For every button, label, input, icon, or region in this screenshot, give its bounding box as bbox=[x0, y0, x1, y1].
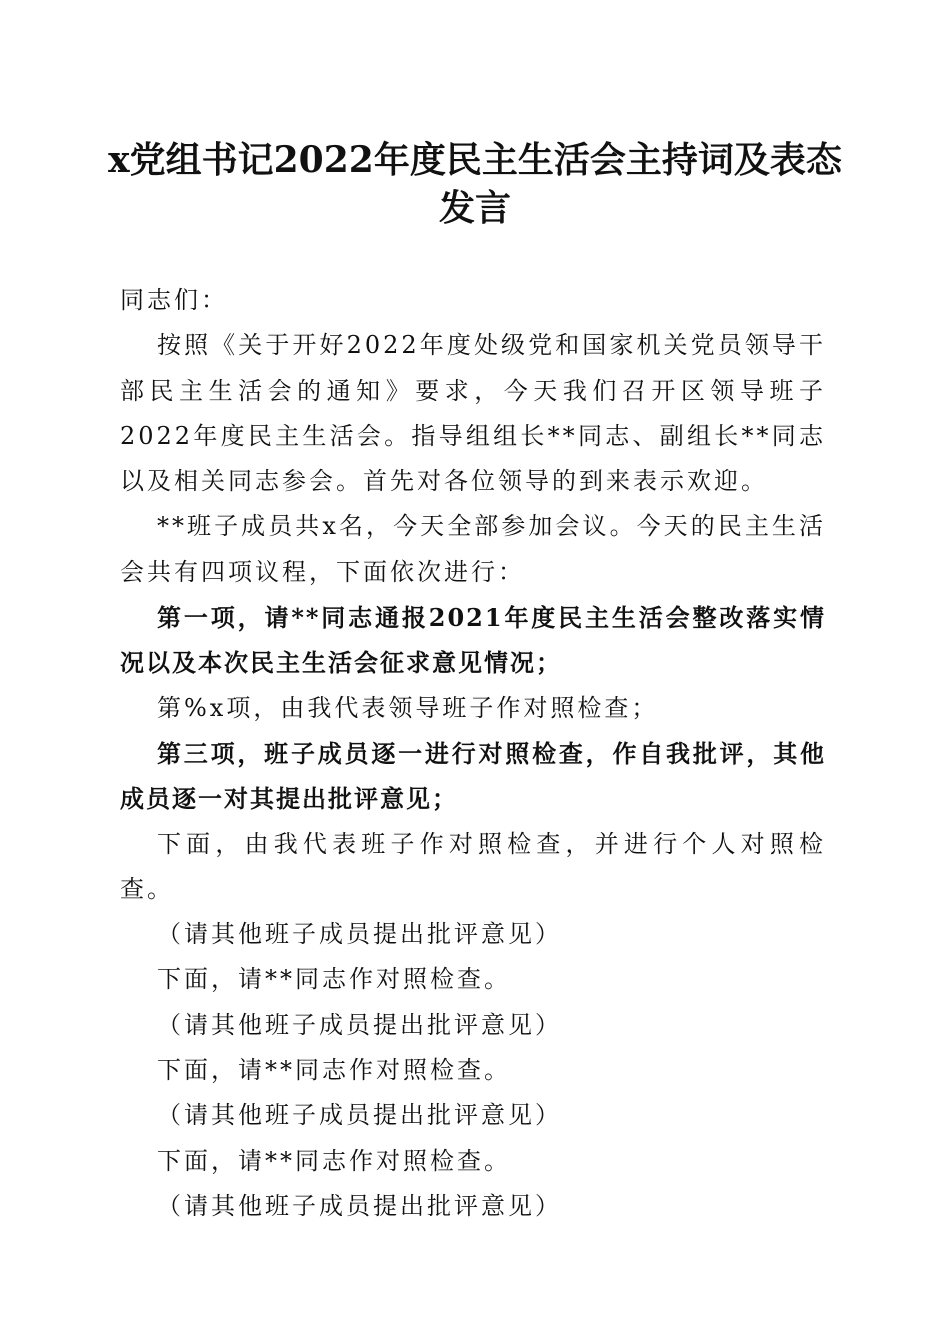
paragraph-criticism-note: （请其他班子成员提出批评意见） bbox=[157, 1101, 562, 1130]
document-body bbox=[120, 278, 826, 1229]
paragraph-member-check: 下面，请**同志作对照检查。 bbox=[157, 1056, 511, 1085]
paragraph-member-check: 下面，请**同志作对照检查。 bbox=[157, 1146, 511, 1175]
paragraph-intro: 按照《关于开好2022年度处级党和国家机关党员领导干部民主生活会的通知》要求，今天我们召开区领导班子2022年度民主生活会。指导组组长**同志、副组长**同志以及相关同志参会。首先对各位领导的到来表示欢迎。 bbox=[120, 331, 826, 496]
paragraph-salutation: 同志们： bbox=[120, 286, 228, 314]
paragraph-member-check: 下面，请**同志作对照检查。 bbox=[157, 965, 511, 994]
paragraph-agenda-item-1: 第一项，请**同志通报2021年度民主生活会整改落实情况以及本次民主生活会征求意见情况； bbox=[120, 603, 826, 678]
paragraph-criticism-note: （请其他班子成员提出批评意见） bbox=[157, 920, 562, 949]
paragraph-criticism-note: （请其他班子成员提出批评意见） bbox=[157, 1191, 562, 1220]
paragraph-criticism-note: （请其他班子成员提出批评意见） bbox=[157, 1010, 562, 1039]
paragraph-agenda-item-3: 第三项，班子成员逐一进行对照检查，作自我批评，其他成员逐一对其提出批评意见； bbox=[120, 738, 826, 814]
document-title: x党组书记2022年度民主生活会主持词及表态发言 bbox=[108, 139, 842, 229]
paragraph-agenda-item-2: 第%x项，由我代表领导班子作对照检查； bbox=[157, 693, 659, 722]
paragraph-self-check: 下面，由我代表班子作对照检查，并进行个人对照检查。 bbox=[120, 829, 826, 903]
paragraph-attendance: **班子成员共x名，今天全部参加会议。今天的民主生活会共有四项议程，下面依次进行： bbox=[120, 512, 826, 586]
